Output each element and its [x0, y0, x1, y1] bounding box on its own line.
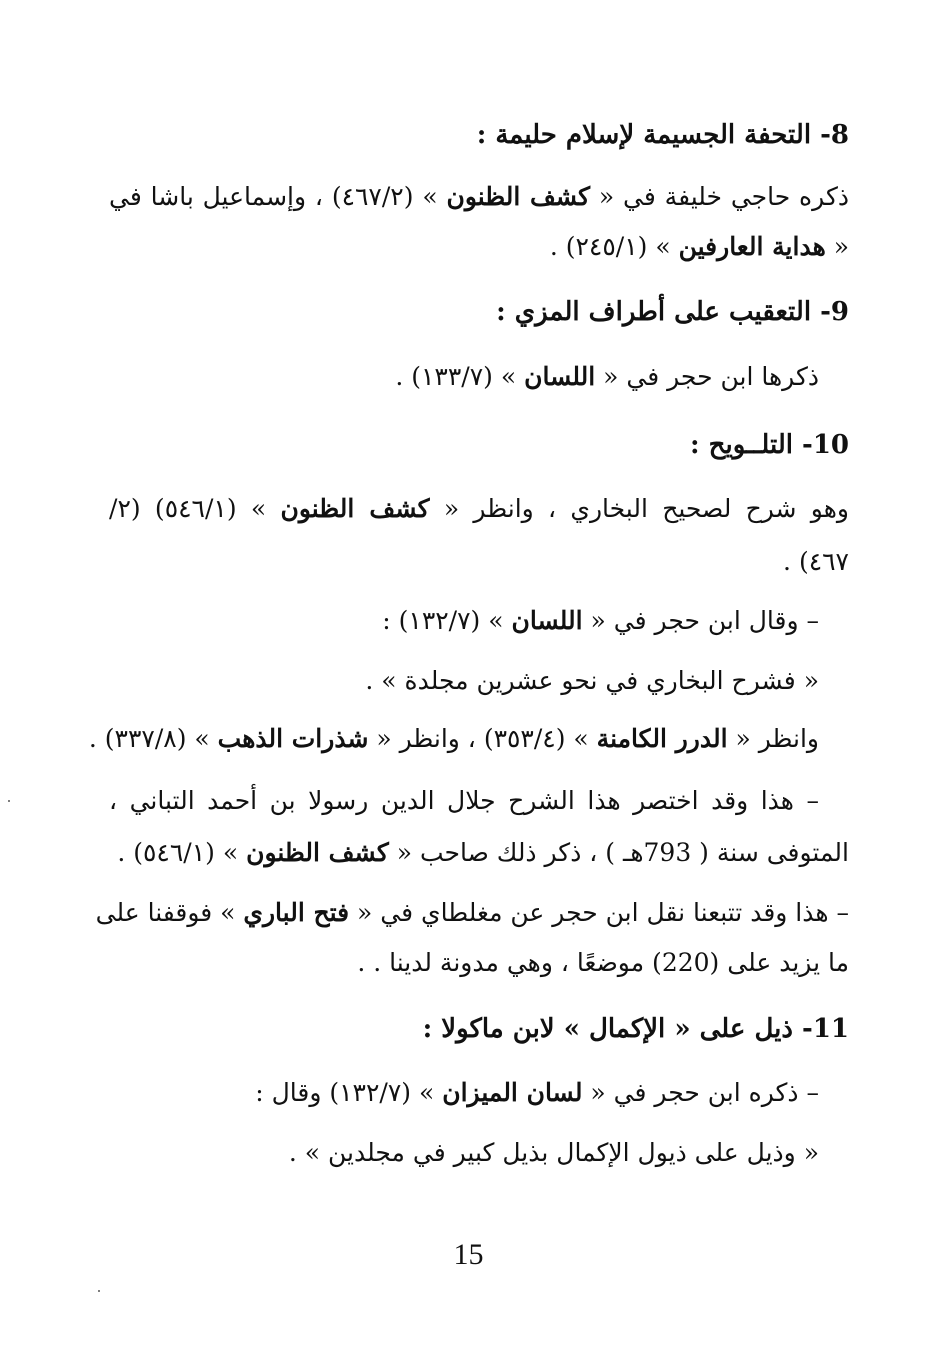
paragraph-line: وهو شرح لصحيح البخاري ، وانظر « كشف الظنون » (٥٤٦/١) (٢/ [109, 494, 849, 523]
scan-speck [8, 800, 10, 802]
paragraph-line: ما يزيد على (220) موضعًا ، وهي مدونة لدينا . . [357, 948, 849, 977]
paragraph-line: – وقال ابن حجر في « اللسان » (١٣٢/٧) : [382, 606, 819, 635]
quote-line: « وذيل على ذيول الإكمال بذيل كبير في مجلدين » . [288, 1138, 819, 1167]
heading-taqib: 9- التعقيب على أطراف المزي : [496, 297, 849, 327]
heading-dhayl: 11- ذيل على « الإكمال » لابن ماكولا : [422, 1014, 849, 1044]
paragraph-line: – هذا وقد اختصر هذا الشرح جلال الدين رسولا بن أحمد التباني ، [109, 786, 819, 815]
paragraph-line: ذكره حاجي خليفة في « كشف الظنون » (٤٦٧/٢) ، وإسماعيل باشا في [109, 182, 849, 211]
paragraph-line: « هداية العارفين » (٢٤٥/١) . [549, 232, 849, 261]
paragraph-line: ذكرها ابن حجر في « اللسان » (١٣٣/٧) . [395, 362, 819, 391]
heading-tuhfa: 8- التحفة الجسيمة لإسلام حليمة : [476, 120, 849, 150]
paragraph-line: وانظر « الدرر الكامنة » (٣٥٣/٤) ، وانظر « شذرات الذهب » (٣٣٧/٨) . [88, 724, 819, 753]
scan-speck [98, 1290, 100, 1292]
quote-line: « فشرح البخاري في نحو عشرين مجلدة » . [365, 666, 819, 695]
heading-talwih: 10- التلــويح : [690, 430, 849, 460]
page-number: 15 [453, 1238, 484, 1271]
paragraph-line: – هذا وقد تتبعنا نقل ابن حجر عن مغلطاي في « فتح الباري » فوقفنا على [95, 898, 849, 927]
paragraph-line: – ذكره ابن حجر في « لسان الميزان » (١٣٢/٧) وقال : [255, 1078, 819, 1107]
paragraph-line: ٤٦٧) . [783, 547, 849, 576]
paragraph-line: المتوفى سنة ( 793هـ ) ، ذكر ذلك صاحب « كشف الظنون » (٥٤٦/١) . [117, 838, 849, 867]
